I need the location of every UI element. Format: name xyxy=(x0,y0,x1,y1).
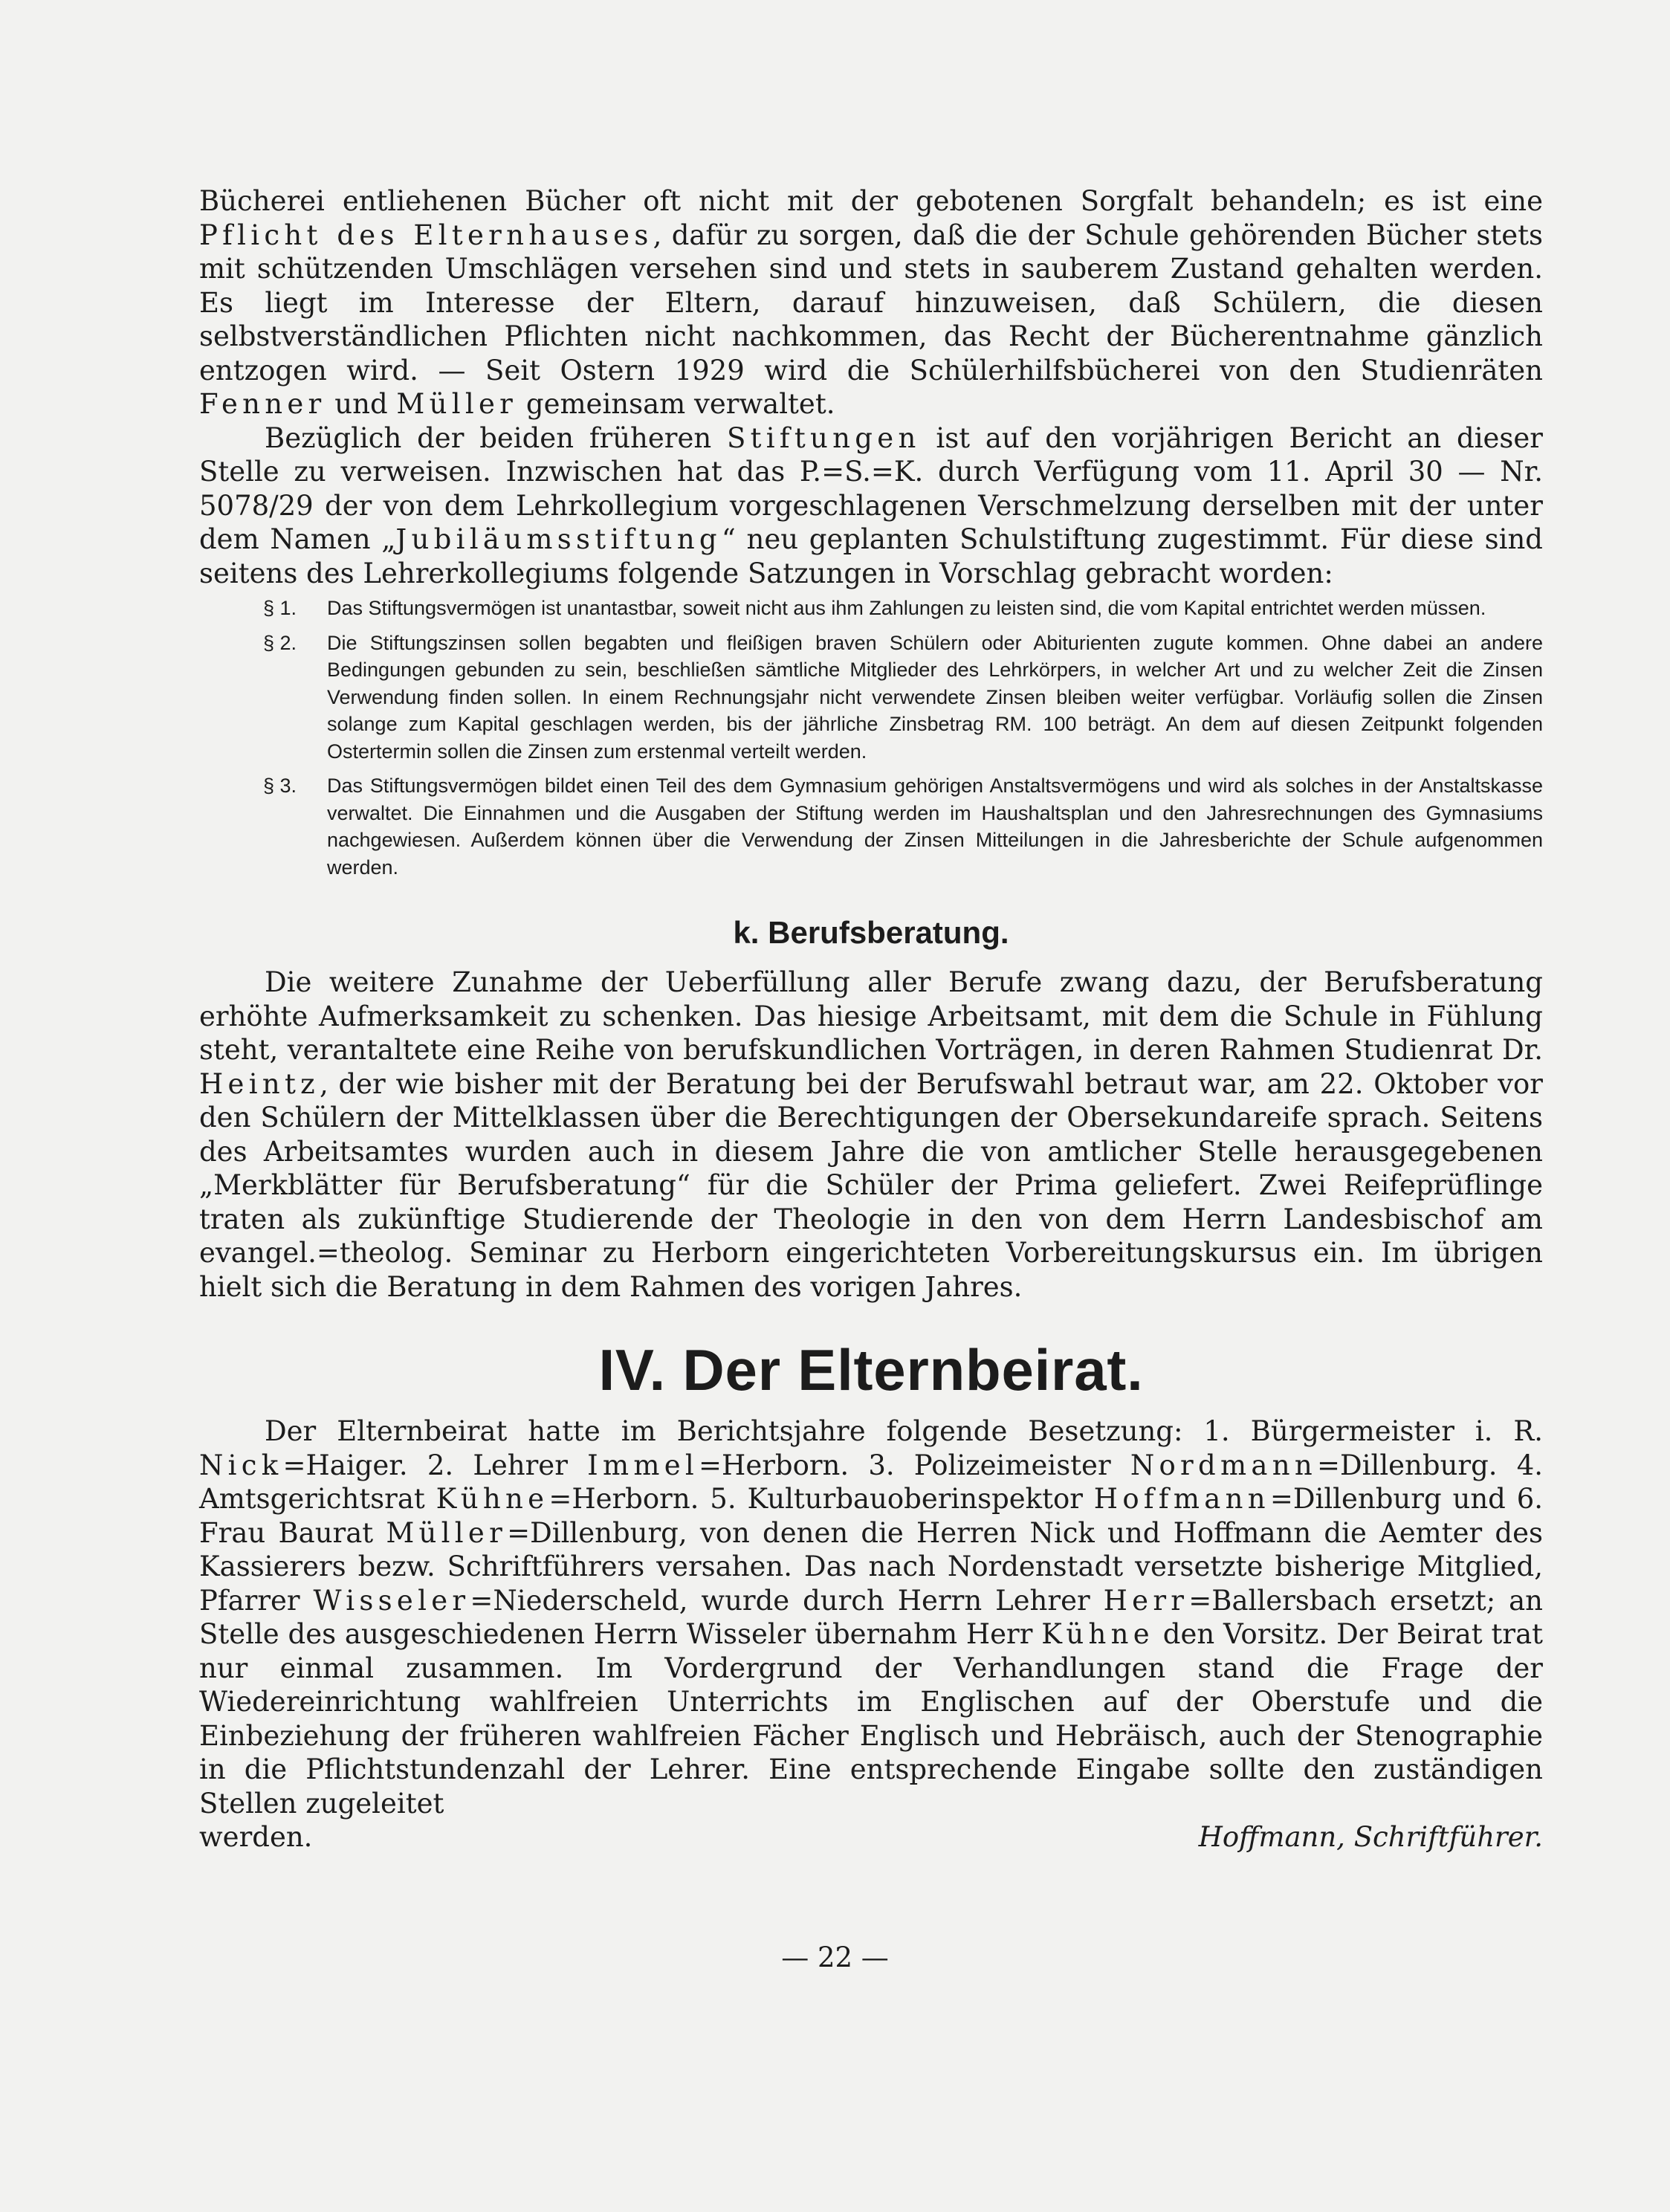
signature: Hoffmann, Schriftführer. xyxy=(1198,1821,1543,1853)
statutes-list xyxy=(199,595,1543,881)
statute-number: § 1. xyxy=(263,597,297,619)
berufsberatung-paragraph: Die weitere Zunahme der Ueberfüllung aller Berufe zwang dazu, der Berufsberatung erhöhte Aufmerksamkeit zu schenken. Das hiesige Arbeitsamt, mit dem die Schule in Fühlung steht, verantaltete eine Reihe von berufskundlichen Vorträgen, in deren Rahmen Studienrat Dr. Heintz, der wie bisher mit der Beratung bei der Berufswahl betraut war, am 22. Oktober vor den Schülern der Mittelklassen über die Berechtigungen der Obersekundareife sprach. Seitens des Arbeitsamtes wurden auch in diesem Jahre die von amtlicher Stelle herausgegebenen „Merkblätter für Berufsberatung“ für die Schüler der Prima geliefert. Zwei Reifeprüflinge traten als zukünftige Studierende der Theologie in den von dem Herrn Landesbischof am evangel.=theolog. Seminar zu Herborn eingerichteten Vorbereitungskursus ein. Im übrigen hielt sich die Beratung in dem Rahmen des vorigen Jahres. xyxy=(199,966,1543,1303)
statute-number: § 3. xyxy=(263,774,297,797)
page-number: — 22 — xyxy=(781,1941,889,1973)
heading-berufsberatung: k. Berufsberatung. xyxy=(733,915,1009,950)
statute-text: Die Stiftungszinsen sollen begabten und fleißigen braven Schülern oder Abiturienten zugute kommen. Ohne dabei an andere Bedingungen gebunden zu sein, beschließen sämtliche Mitglieder des Lehrkörpers, in welcher Art und zu welcher Zeit die Zinsen Verwendung finden sollen. In einem Rechnungsjahr nicht verwendete Zinsen bleiben weiter verfügbar. Vorläufig sollen die Zinsen solange zum Kapital geschlagen werden, bis der jährliche Zinsbetrag RM. 100 beträgt. An dem auf diesen Zeitpunkt folgenden Ostertermin sollen die Zinsen zum erstenmal verteilt werden. xyxy=(327,631,1543,763)
statute-text: Das Stiftungsvermögen bildet einen Teil des dem Gymnasium gehörigen Anstaltsvermögens und wird als solches in der Anstaltskasse verwaltet. Die Einnahmen und die Ausgaben der Stiftung werden im Haushaltsplan und den Jahresrechnungen des Gymnasiums nachgewiesen. Außerdem können über die Verwendung der Zinsen Mitteilungen in die Jahresberichte der Schule aufgenommen werden. xyxy=(327,774,1543,879)
statute-text: Das Stiftungsvermögen ist unantastbar, soweit nicht aus ihm Zahlungen zu leisten sind, die vom Kapital entrichtet werden müssen. xyxy=(327,597,1486,619)
heading-elternbeirat: IV. Der Elternbeirat. xyxy=(598,1337,1144,1403)
foundation-paragraph: Bezüglich der beiden früheren Stiftungen ist auf den vorjährigen Bericht an dieser Stelle zu verweisen. Inzwischen hat das P.=S.=K. durch Verfügung vom 11. April 30 — Nr. 5078/29 der von dem Lehrkollegium vorgeschlagenen Verschmelzung derselben mit der unter dem Namen „Jubiläumsstiftung“ neu geplanten Schulstiftung zugestimmt. Für diese sind seitens des Lehrerkollegiums folgende Satzungen in Vorschlag gebracht worden: xyxy=(199,421,1543,589)
statute-item xyxy=(199,772,1543,881)
closing-word: werden. xyxy=(199,1821,313,1853)
statute-item xyxy=(199,630,1543,766)
signature-line xyxy=(199,1820,1543,1854)
statute-number: § 2. xyxy=(263,631,297,654)
page-content xyxy=(199,184,1543,1854)
library-paragraph: Bücherei entliehenen Bücher oft nicht mit der gebotenen Sorgfalt behandeln; es ist eine Pflicht des Elternhauses, dafür zu sorgen, daß die der Schule gehörenden Bücher stets mit schützenden Umschlägen versehen sind und stets in sauberem Zustand gehalten werden. Es liegt im Interesse der Eltern, darauf hinzuweisen, daß Schülern, die diesen selbstverständlichen Pflichten nicht nachkommen, das Recht der Bücherentnahme gänzlich entzogen wird. — Seit Ostern 1929 wird die Schülerhilfsbücherei von den Studienräten Fenner und Müller gemeinsam verwaltet. xyxy=(199,185,1543,420)
statute-item xyxy=(199,595,1543,622)
elternbeirat-paragraph: Der Elternbeirat hatte im Berichtsjahre folgende Besetzung: 1. Bürgermeister i. R. Nick=Haiger. 2. Lehrer Immel=Herborn. 3. Polizeimeister Nordmann=Dillenburg. 4. Amtsgerichtsrat Kühne=Herborn. 5. Kulturbauoberinspektor Hoffmann=Dillenburg und 6. Frau Baurat Müller=Dillenburg, von denen die Herren Nick und Hoffmann die Aemter des Kassierers bezw. Schriftführers versahen. Das nach Nordenstadt versetzte bisherige Mitglied, Pfarrer Wisseler=Niederscheld, wurde durch Herrn Lehrer Herr=Ballersbach ersetzt; an Stelle des ausgeschiedenen Herrn Wisseler übernahm Herr Kühne den Vorsitz. Der Beirat trat nur einmal zusammen. Im Vordergrund der Verhandlungen stand die Frage der Wiedereinrichtung wahlfreien Unterrichts im Englischen auf der Oberstufe und die Einbeziehung der früheren wahlfreien Fächer Englisch und Hebräisch, auch der Stenographie in die Pflichtstundenzahl der Lehrer. Eine entsprechende Eingabe sollte den zuständigen Stellen zugeleitet xyxy=(199,1415,1544,1820)
